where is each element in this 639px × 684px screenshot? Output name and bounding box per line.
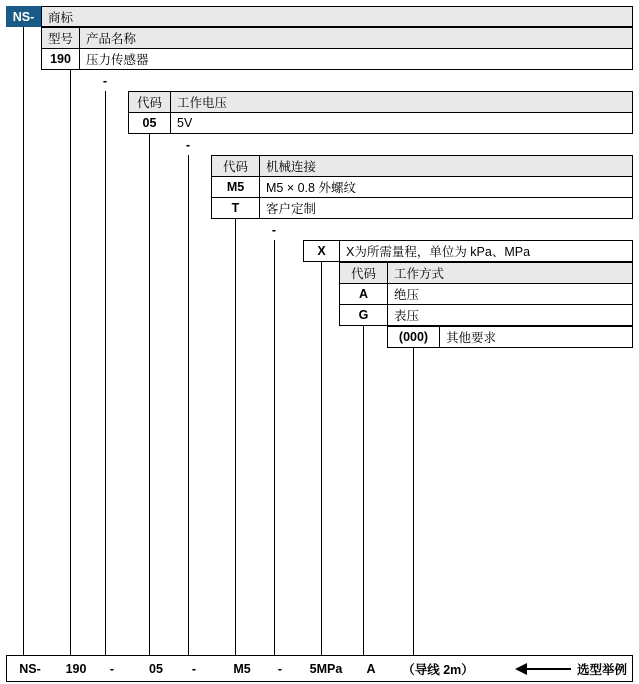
model-header-code: 型号 — [42, 28, 80, 48]
mech-row-1-code: T — [212, 198, 260, 218]
other-label: 其他要求 — [446, 331, 497, 345]
summary-item-mech: M5 — [233, 661, 251, 676]
mode-row-1-label: 表压 — [394, 309, 420, 323]
model-header-label: 产品名称 — [80, 28, 632, 48]
left-arrow-icon — [515, 663, 571, 675]
connector-line-model — [70, 70, 71, 655]
mode-row-0 — [340, 283, 632, 304]
separator-dash-3: - — [271, 222, 277, 237]
voltage-header-code: 代码 — [129, 92, 171, 112]
voltage-row-0 — [129, 112, 632, 133]
mode-row-0-label: 绝压 — [394, 288, 420, 302]
model-row-0-label: 压力传感器 — [86, 53, 149, 67]
connector-line-brand — [23, 27, 24, 655]
mech-row-0 — [212, 176, 632, 197]
brand-label-cell: 商标 — [42, 7, 632, 26]
connector-line-mode — [363, 326, 364, 655]
model-row-0 — [42, 48, 632, 69]
brand-code-text: NS- — [12, 9, 35, 24]
voltage-header-row — [129, 92, 632, 112]
example-summary-bar — [6, 655, 633, 682]
other-row — [388, 327, 632, 347]
summary-item-mode: A — [366, 661, 376, 676]
brand-code-cell — [6, 6, 41, 27]
brand-label-block — [41, 6, 633, 27]
mech-header-row — [212, 156, 632, 176]
model-block — [41, 27, 633, 70]
connector-line-other — [413, 348, 414, 655]
summary-item-other: （导线 2m） — [402, 662, 474, 677]
voltage-row-0-code: 05 — [129, 113, 171, 133]
range-row — [304, 241, 632, 261]
model-row-0-code: 190 — [42, 49, 80, 69]
summary-dash-1: - — [109, 661, 115, 676]
connector-line-range — [321, 262, 322, 655]
summary-item-brand: NS- — [19, 661, 41, 676]
example-note-text: 选型举例 — [577, 662, 628, 677]
voltage-row-0-label: 5V — [177, 116, 193, 130]
model-header-row — [42, 28, 632, 48]
voltage-header-label: 工作电压 — [171, 92, 632, 112]
working-mode-block — [339, 262, 633, 326]
range-block — [303, 240, 633, 262]
voltage-block — [128, 91, 633, 134]
connector-line-mech — [235, 219, 236, 655]
mech-row-1-label: 客户定制 — [266, 202, 317, 216]
summary-dash-3: - — [277, 661, 283, 676]
connector-line-dash1 — [105, 91, 106, 655]
other-requirement-block — [387, 326, 633, 348]
mode-header-row — [340, 263, 632, 283]
separator-dash-1: - — [102, 73, 108, 88]
range-label: X为所需量程，单位为 kPa、MPa — [346, 245, 531, 259]
mech-row-0-code: M5 — [212, 177, 260, 197]
mech-row-1 — [212, 197, 632, 218]
summary-item-voltage: 05 — [149, 661, 163, 676]
mechanical-connection-block — [211, 155, 633, 219]
summary-item-model: 190 — [65, 661, 87, 676]
connector-line-voltage — [149, 134, 150, 655]
brand-label-row — [42, 7, 632, 26]
connector-line-dash3 — [274, 240, 275, 655]
summary-item-range: 5MPa — [309, 661, 343, 676]
mode-header-code: 代码 — [340, 263, 388, 283]
mode-row-1-code: G — [340, 305, 388, 325]
mech-row-0-label: M5 × 0.8 外螺纹 — [266, 181, 356, 195]
example-note — [515, 656, 627, 681]
mech-header-label: 机械连接 — [260, 156, 632, 176]
mode-row-1 — [340, 304, 632, 325]
separator-dash-2: - — [185, 137, 191, 152]
mode-header-label: 工作方式 — [388, 263, 632, 283]
range-code: X — [304, 241, 340, 261]
mech-header-code: 代码 — [212, 156, 260, 176]
connector-line-dash2 — [188, 155, 189, 655]
mode-row-0-code: A — [340, 284, 388, 304]
other-code: (000) — [388, 327, 440, 347]
summary-dash-2: - — [191, 661, 197, 676]
